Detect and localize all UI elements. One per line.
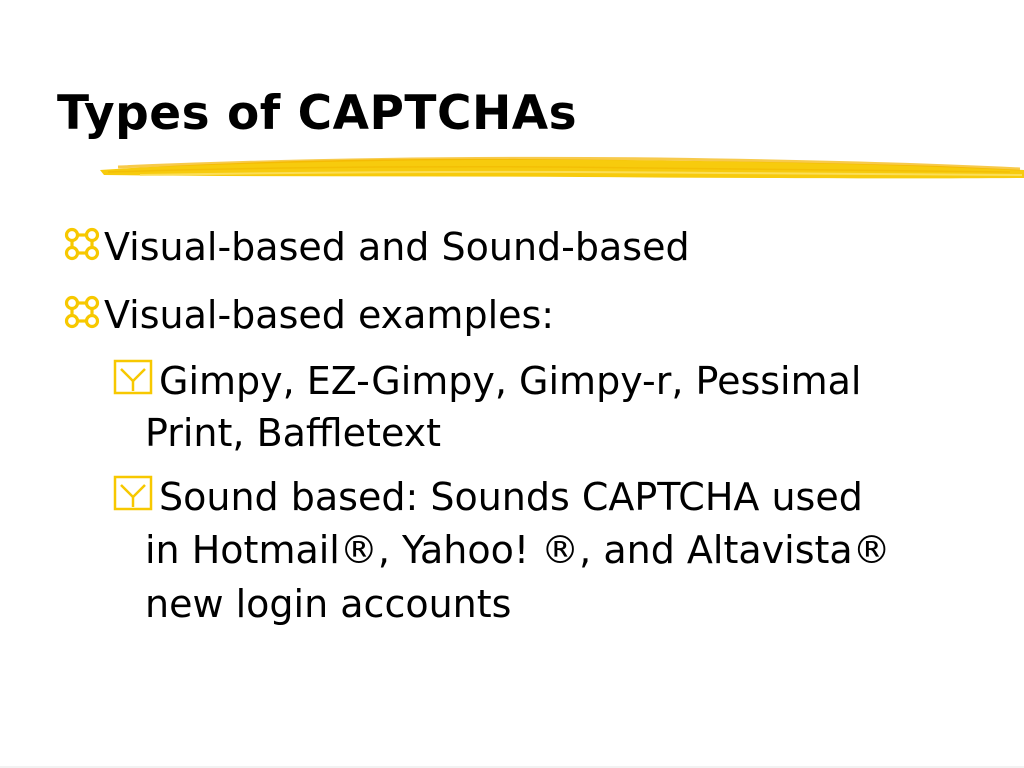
command-key-icon (63, 291, 101, 331)
sub-bullet-text: Gimpy, EZ-Gimpy, Gimpy-r, Pessimal (159, 359, 862, 403)
bullet-item (63, 221, 690, 273)
bullet-item (63, 289, 554, 341)
sub-bullet-text-continuation: new login accounts (145, 582, 512, 626)
command-key-icon (63, 223, 101, 263)
checkbox-y-icon (113, 475, 153, 511)
slide-title: Types of CAPTCHAs (57, 86, 578, 141)
bullet-text: Visual-based examples: (104, 293, 555, 337)
bullet-text: Visual-based and Sound-based (104, 225, 690, 269)
sub-bullet-item (113, 471, 863, 523)
sub-bullet-text-continuation: Print, Baffletext (145, 411, 442, 455)
title-underline-brushstroke (100, 148, 1024, 188)
checkbox-y-icon (113, 359, 153, 395)
sub-bullet-text: Sound based: Sounds CAPTCHA used (159, 475, 863, 519)
sub-bullet-item (113, 355, 861, 407)
sub-bullet-text-continuation: in Hotmail®, Yahoo! ®, and Altavista® (145, 528, 891, 572)
